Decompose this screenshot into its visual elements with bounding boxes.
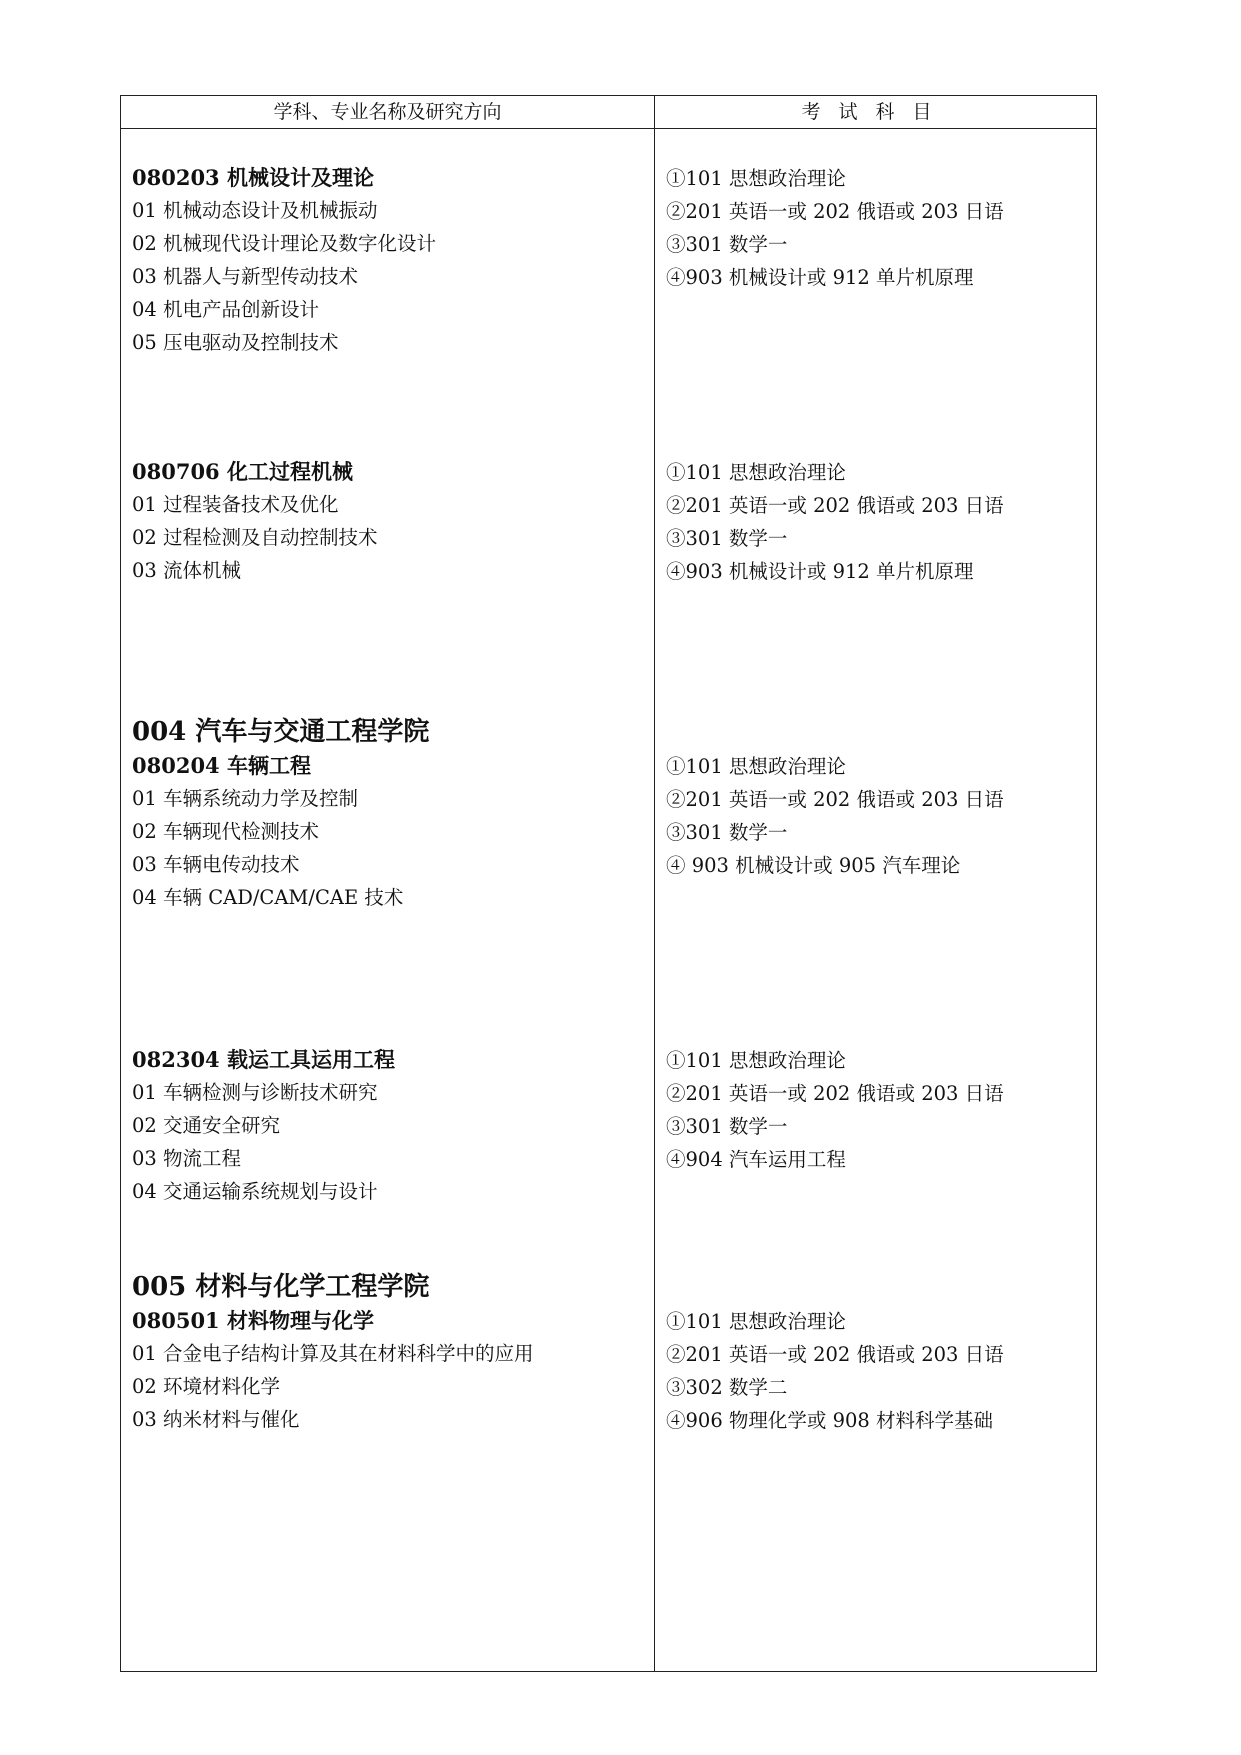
exam-item: ④903 机械设计或 912 单片机原理 [666, 560, 974, 583]
college-title: 005 材料与化学工程学院 [132, 1272, 430, 1302]
major-title: 080501 材料物理与化学 [132, 1308, 374, 1333]
section-080501-exams [666, 1305, 1086, 1437]
college-title: 004 汽车与交通工程学院 [132, 717, 430, 747]
direction-item: 02 机械现代设计理论及数字化设计 [132, 232, 437, 255]
exam-item: ③302 数学二 [666, 1376, 788, 1399]
direction-item: 03 机器人与新型传动技术 [132, 265, 359, 288]
direction-item: 04 机电产品创新设计 [132, 298, 320, 321]
exam-item: ③301 数学一 [666, 527, 788, 550]
exam-item: ③301 数学一 [666, 1115, 788, 1138]
direction-item: 02 环境材料化学 [132, 1375, 281, 1398]
exam-item: ④903 机械设计或 912 单片机原理 [666, 266, 974, 289]
exam-item: ④ 903 机械设计或 905 汽车理论 [666, 854, 961, 877]
exam-item: ①101 思想政治理论 [666, 167, 846, 190]
exam-item: ②201 英语一或 202 俄语或 203 日语 [666, 1082, 1004, 1105]
exam-item: ③301 数学一 [666, 821, 788, 844]
header-discipline: 学科、专业名称及研究方向 [273, 101, 502, 123]
direction-item: 02 过程检测及自动控制技术 [132, 526, 378, 549]
section-080706-left [132, 456, 647, 587]
direction-item: 01 过程装备技术及优化 [132, 493, 339, 516]
section-080706-exams [666, 456, 1086, 588]
header-exam-subjects: 考试科目 [801, 101, 950, 123]
direction-item: 02 交通安全研究 [132, 1114, 281, 1137]
section-082304-left [132, 1044, 647, 1208]
section-080203-left [132, 162, 647, 359]
column-divider [654, 96, 655, 1671]
direction-item: 03 纳米材料与催化 [132, 1408, 300, 1431]
exam-item: ②201 英语一或 202 俄语或 203 日语 [666, 494, 1004, 517]
section-080501-left [132, 1269, 647, 1436]
direction-item: 01 机械动态设计及机械振动 [132, 199, 378, 222]
direction-item: 04 交通运输系统规划与设计 [132, 1180, 378, 1203]
direction-item: 03 车辆电传动技术 [132, 853, 300, 876]
direction-item: 02 车辆现代检测技术 [132, 820, 320, 843]
direction-item: 04 车辆 CAD/CAM/CAE 技术 [132, 886, 404, 909]
section-080203-exams [666, 162, 1086, 294]
exam-item: ①101 思想政治理论 [666, 461, 846, 484]
exam-item: ②201 英语一或 202 俄语或 203 日语 [666, 1343, 1004, 1366]
direction-item: 01 车辆系统动力学及控制 [132, 787, 359, 810]
direction-item: 01 车辆检测与诊断技术研究 [132, 1081, 378, 1104]
exam-item: ④904 汽车运用工程 [666, 1148, 846, 1171]
exam-item: ①101 思想政治理论 [666, 1049, 846, 1072]
section-080204-left [132, 714, 647, 914]
section-080204-exams [666, 750, 1086, 882]
direction-item: 03 物流工程 [132, 1147, 242, 1170]
program-table [120, 95, 1097, 1672]
major-title: 080204 车辆工程 [132, 753, 311, 778]
exam-item: ②201 英语一或 202 俄语或 203 日语 [666, 200, 1004, 223]
header-divider [121, 128, 1096, 129]
exam-item: ①101 思想政治理论 [666, 755, 846, 778]
exam-item: ④906 物理化学或 908 材料科学基础 [666, 1409, 994, 1432]
exam-item: ①101 思想政治理论 [666, 1310, 846, 1333]
major-title: 080706 化工过程机械 [132, 459, 353, 484]
major-title: 080203 机械设计及理论 [132, 165, 374, 190]
exam-item: ②201 英语一或 202 俄语或 203 日语 [666, 788, 1004, 811]
direction-item: 05 压电驱动及控制技术 [132, 331, 339, 354]
major-title: 082304 载运工具运用工程 [132, 1047, 395, 1072]
section-082304-exams [666, 1044, 1086, 1176]
direction-item: 03 流体机械 [132, 559, 242, 582]
exam-item: ③301 数学一 [666, 233, 788, 256]
direction-item: 01 合金电子结构计算及其在材料科学中的应用 [132, 1342, 534, 1365]
